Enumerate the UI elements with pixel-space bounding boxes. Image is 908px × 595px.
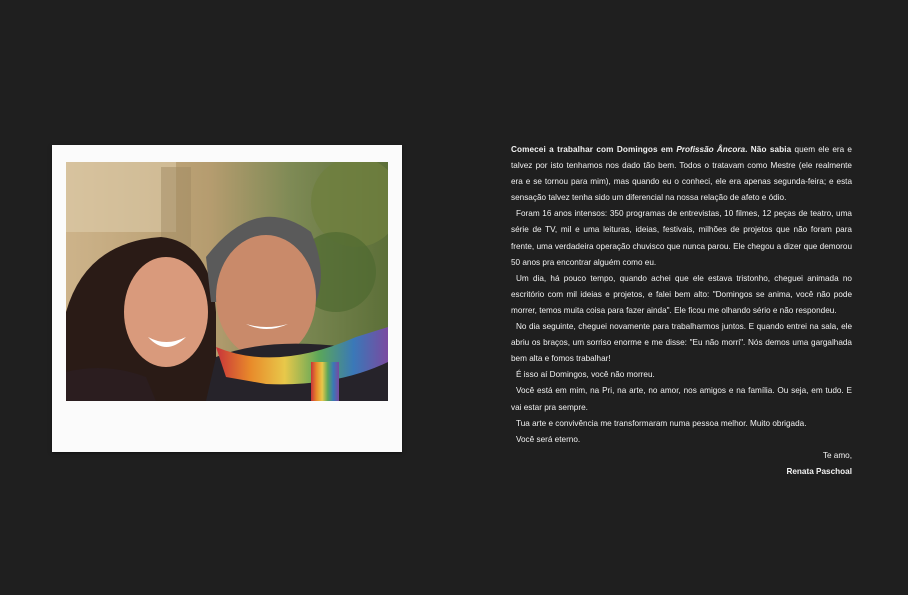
- couple-photo: [66, 162, 388, 401]
- paragraph-3: Um dia, há pouco tempo, quando achei que ele estava tristonho, cheguei animada no escritório com mil ideias e projetos, e falei bem alto: "Domingos se anima, você não pode morrer, temos muita coisa para fazer ainda". Ele ficou me olhando sério e não respondeu.: [511, 273, 852, 315]
- closing-line: Te amo,: [822, 450, 852, 460]
- lead-suffix: . Não sabia: [745, 145, 792, 154]
- paragraph-8: Você será eterno.: [516, 434, 581, 444]
- paragraph-7: Tua arte e convivência me transformaram numa pessoa melhor. Muito obrigada.: [516, 418, 807, 428]
- paragraph-6: Você está em mim, na Pri, na arte, no amor, nos amigos e na família. Ou seja, em tudo. E vai estar pra sempre.: [511, 386, 852, 412]
- letter-text: [511, 142, 852, 480]
- paragraph-5: É isso aí Domingos, você não morreu.: [516, 370, 655, 380]
- polaroid-frame: [52, 145, 402, 452]
- photo-of-couple-icon: [66, 162, 388, 401]
- paragraph-4: No dia seguinte, cheguei novamente para trabalharmos juntos. E quando entrei na sala, ele abriu os braços, um sorriso enorme e me disse: "Eu não morri". Nós demos uma gargalhada bem alta e fomos trabalhar!: [511, 322, 852, 364]
- show-title: Profissão Âncora: [676, 145, 746, 154]
- paragraph-1-rest: quem ele era e talvez por isto tenhamos nos dado tão bem. Todos o tratavam como Mestre (ele realmente era e se tornou para mim), mas quando eu o conheci, ele era apenas segunda-feira; e esta sensação talvez tenha sido um diferencial na nossa relação de afeto e ódio.: [511, 145, 852, 203]
- paragraph-1: [511, 142, 852, 206]
- lead-prefix: Comecei a trabalhar com Domingos em: [511, 145, 677, 154]
- signature: Renata Paschoal: [786, 466, 852, 476]
- paragraph-2: Foram 16 anos intensos: 350 programas de entrevistas, 10 filmes, 12 peças de teatro, uma série de TV, mil e uma leituras, ideias, festivais, milhões de projetos que não foram para frente, uma verdadeira operação chuvisco que nunca parou. Ele chegou a dizer que demorou 50 anos pra encontrar alguém como eu.: [511, 209, 852, 267]
